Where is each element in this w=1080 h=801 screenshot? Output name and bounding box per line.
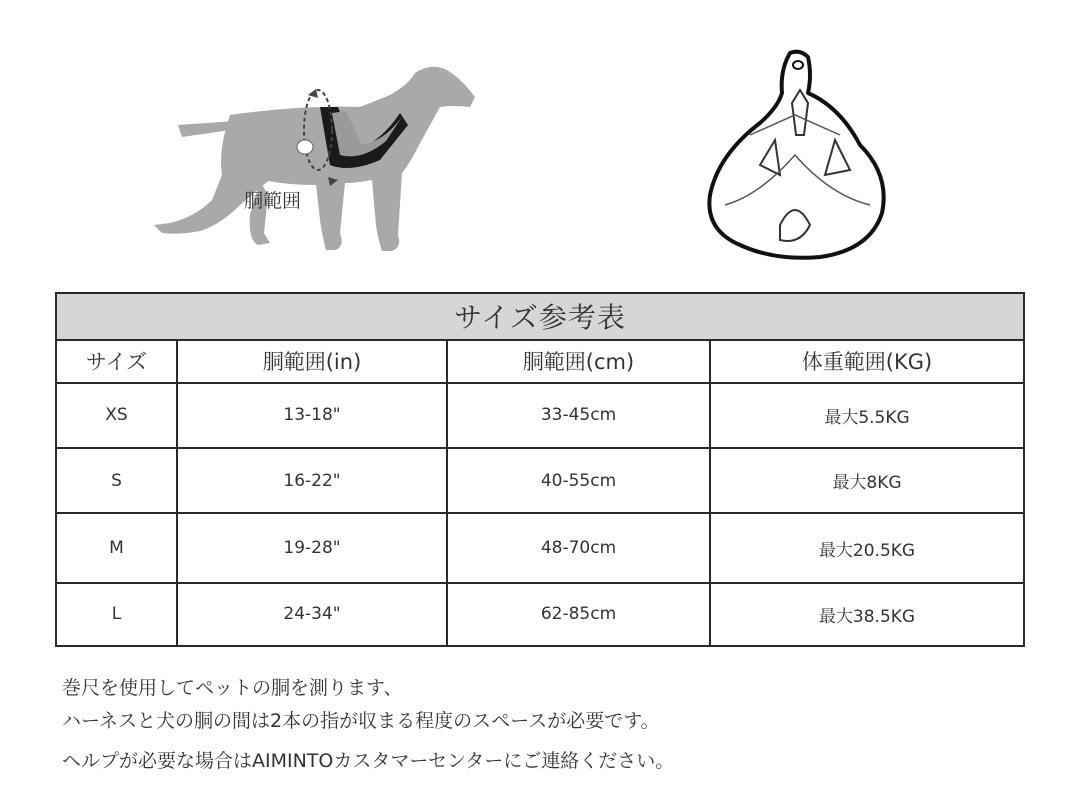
cell-girth-in: 16-22"	[177, 448, 447, 513]
cell-weight: 最大20.5KG	[710, 513, 1024, 582]
note-line: ヘルプが必要な場合はAIMINTOカスタマーセンターにご連絡ください。	[62, 750, 675, 772]
cell-size: S	[56, 448, 177, 513]
cell-weight: 最大8KG	[710, 448, 1024, 513]
note-line: 巻尺を使用してペットの胴を測ります、	[62, 677, 403, 699]
dog-girth-label: 胴範囲	[244, 190, 302, 212]
cell-girth-cm: 33-45cm	[447, 383, 710, 448]
header-girth-cm: 胴範囲(cm)	[447, 340, 710, 383]
header-girth-in: 胴範囲(in)	[177, 340, 447, 383]
cell-size: L	[56, 583, 177, 646]
cell-girth-cm: 48-70cm	[447, 513, 710, 582]
table-title: サイズ参考表	[56, 293, 1024, 340]
header-weight: 体重範囲(KG)	[710, 340, 1024, 383]
cell-girth-in: 19-28"	[177, 513, 447, 582]
cell-weight: 最大38.5KG	[710, 583, 1024, 646]
cell-size: XS	[56, 383, 177, 448]
measurement-notes	[62, 672, 674, 778]
table-row	[56, 513, 1024, 582]
cell-size: M	[56, 513, 177, 582]
cell-girth-cm: 40-55cm	[447, 448, 710, 513]
table-row	[56, 383, 1024, 448]
dog-silhouette-icon	[140, 55, 485, 270]
note-line: ハーネスと犬の胴の間は2本の指が収まる程度のスペースが必要です。	[62, 710, 660, 732]
harness-icon	[700, 45, 895, 265]
cell-girth-in: 13-18"	[177, 383, 447, 448]
table-row	[56, 583, 1024, 646]
cell-girth-cm: 62-85cm	[447, 583, 710, 646]
cell-girth-in: 24-34"	[177, 583, 447, 646]
header-size: サイズ	[56, 340, 177, 383]
cell-weight: 最大5.5KG	[710, 383, 1024, 448]
table-row	[56, 448, 1024, 513]
size-chart-table	[55, 292, 1025, 647]
